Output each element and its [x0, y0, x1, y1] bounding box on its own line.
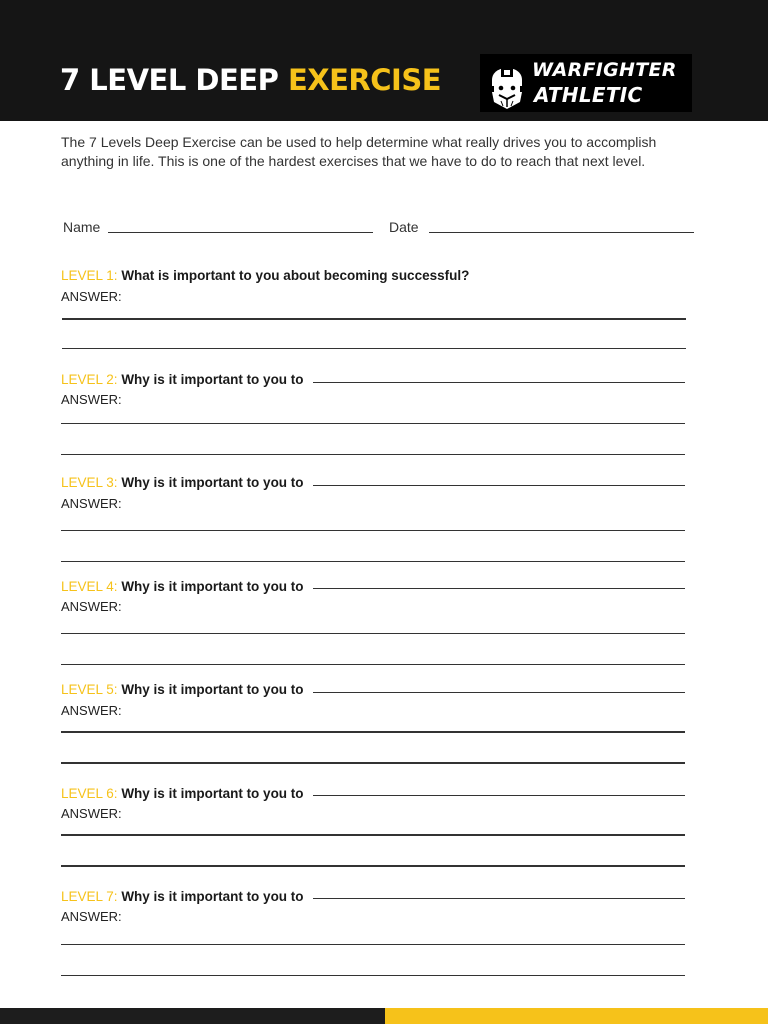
title-accent: EXERCISE: [287, 63, 442, 97]
answer-line[interactable]: [61, 530, 685, 531]
level-3-prompt: [61, 474, 304, 492]
question-blank-line[interactable]: [313, 382, 685, 383]
answer-line[interactable]: [61, 975, 685, 976]
answer-line[interactable]: [61, 731, 685, 733]
answer-label: ANSWER:: [61, 599, 122, 614]
level-question: Why is it important to you to: [121, 372, 304, 387]
answer-line[interactable]: [61, 944, 685, 945]
level-6-prompt: [61, 785, 304, 803]
answer-line[interactable]: [62, 318, 686, 320]
question-blank-line[interactable]: [313, 692, 685, 693]
level-question: What is important to you about becoming successful?: [121, 268, 470, 283]
level-4-prompt: [61, 578, 304, 596]
answer-line[interactable]: [61, 762, 685, 764]
level-1-prompt: [61, 267, 469, 285]
answer-line[interactable]: [62, 348, 686, 349]
answer-label: ANSWER:: [61, 806, 122, 821]
footer-bar-dark: [0, 1008, 385, 1024]
answer-line[interactable]: [61, 865, 685, 867]
level-label: LEVEL 5:: [61, 682, 118, 697]
level-question: Why is it important to you to: [121, 475, 304, 490]
date-input-line[interactable]: [429, 232, 694, 233]
name-input-line[interactable]: [108, 232, 373, 233]
question-blank-line[interactable]: [313, 588, 685, 589]
level-label: LEVEL 6:: [61, 786, 118, 801]
level-5-prompt: [61, 681, 304, 699]
answer-label: ANSWER:: [61, 392, 122, 407]
intro-paragraph: The 7 Levels Deep Exercise can be used to help determine what really drives you to accomplish anything in life. This is one of the hardest exercises that we have to do to reach that next level.: [61, 134, 657, 169]
level-question: Why is it important to you to: [121, 889, 304, 904]
answer-label: ANSWER:: [61, 289, 122, 304]
page-header: [0, 0, 768, 121]
footer-bar-accent: [385, 1008, 768, 1024]
level-question: Why is it important to you to: [121, 579, 304, 594]
date-label: Date: [389, 219, 419, 235]
answer-line[interactable]: [61, 454, 685, 455]
logo-text: [532, 58, 677, 108]
question-blank-line[interactable]: [313, 485, 685, 486]
level-question: Why is it important to you to: [121, 786, 304, 801]
logo-line-1: WARFIGHTER: [532, 59, 677, 81]
level-2-prompt: [61, 371, 304, 389]
level-label: LEVEL 2:: [61, 372, 118, 387]
bearded-warrior-icon: [484, 56, 530, 110]
page-title: [60, 60, 441, 100]
answer-label: ANSWER:: [61, 496, 122, 511]
level-label: LEVEL 1:: [61, 268, 118, 283]
answer-label: ANSWER:: [61, 909, 122, 924]
level-7-prompt: [61, 888, 304, 906]
answer-line[interactable]: [61, 834, 685, 836]
level-label: LEVEL 3:: [61, 475, 118, 490]
answer-line[interactable]: [61, 664, 685, 665]
question-blank-line[interactable]: [313, 795, 685, 796]
question-blank-line[interactable]: [313, 898, 685, 899]
level-label: LEVEL 7:: [61, 889, 118, 904]
warfighter-logo: [480, 54, 692, 112]
logo-line-2: ATHLETIC: [534, 83, 643, 107]
level-question: Why is it important to you to: [121, 682, 304, 697]
answer-label: ANSWER:: [61, 703, 122, 718]
title-main: 7 LEVEL DEEP: [60, 63, 279, 97]
answer-line[interactable]: [61, 633, 685, 634]
name-label: Name: [63, 219, 101, 235]
answer-line[interactable]: [61, 423, 685, 424]
level-label: LEVEL 4:: [61, 579, 118, 594]
answer-line[interactable]: [61, 561, 685, 562]
